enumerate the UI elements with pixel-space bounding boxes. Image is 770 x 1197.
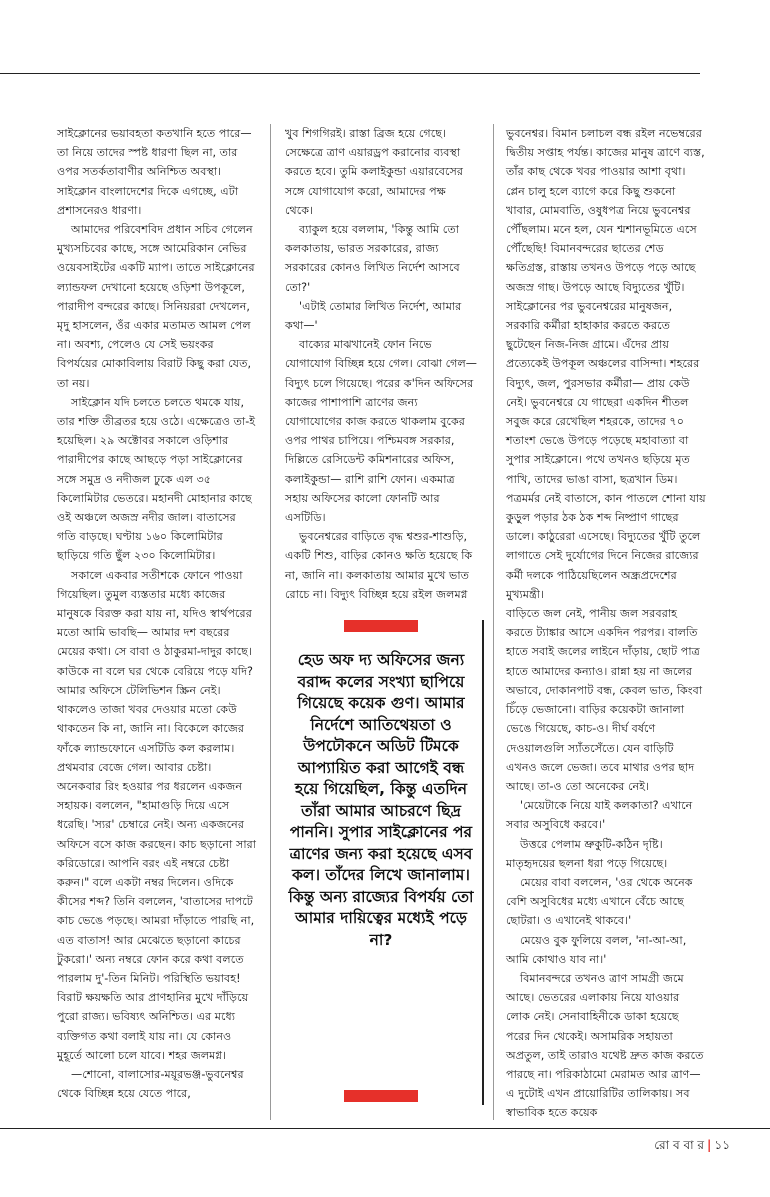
page-footer [654, 1137, 730, 1157]
paragraph: বাক্যের মাঝখানেই ফোন নিভে যোগাযোগ বিচ্ছিন্ন হয়ে গেল। বোঝা গেল— বিদ্যুৎ চলে গিয়েছে। পরের ক'দিন অফিসের কাজের পাশাপাশি ত্রাণের জন্য যোগাযোগের কাজ করতে থাকলাম বুকের ওপর পাথর চাপিয়ে। পশ্চিমবঙ্গ সরকার, দিল্লিতে রেসিডেন্ট কমিশনারের অফিস, কলাইকুন্ডা— রাশি রাশি ফোন। একমাত্র সহায় অফিসের কালো ফোনটি আর এসটিডি। [285, 338, 477, 525]
paragraph: ভুবনেশ্বরের বাড়িতে বৃদ্ধ শ্বশুর-শাশুড়ি, একটি শিশু, বাড়ির কোনও ক্ষতি হয়েছে কি না, জানি না। কলকাতায় আমার মুখে ভাত রোচে না। বিদ্যুৎ বিচ্ছিন্ন হয়ে রইল জলমগ্ন [285, 530, 473, 601]
paragraph: মেয়ের বাবা বললেন, 'ওর থেকে অনেক বেশি অসুবিধের মধ্যে এখানে বেঁচে আছে ছোটরা। ও এখানেই থাকবে।' [506, 875, 693, 928]
top-rule [0, 73, 700, 74]
paragraph: সাইক্লোন যদি চলতে চলতে থমকে যায়, তার শক্তি তীব্রতর হয়ে ওঠে। এক্ষেত্রেও তা-ই হয়েছিল। ২৯ অক্টোবর সকালে ওড়িশার পারাদীপের কাছে আছড়ে পড়া সাইক্লোনের সঙ্গে সমুদ্র ও নদীজল ঢুকে এল ৩৫ কিলোমিটার ভেতরে। মহানদী মোহানার কাছে ওই অঞ্চলে অজস্র নদীর জাল। বাতাসের গতি বাড়ছে। ঘণ্টায় ১৬০ কিলোমিটার ছাড়িয়ে গতি ছুঁল ২৩০ কিলোমিটার। [57, 395, 256, 563]
paragraph: বিমানবন্দরে তখনও ত্রাণ সামগ্রী জমে আছে। ভেতরের এলাকায় নিয়ে যাওয়ার লোক নেই। সেনাবাহিনীকে ডাকা হয়েছে পরের দিন থেকেই। অসামরিক সহায়তা অপ্রতুল, তাই তারাও যথেষ্ট দ্রুত কাজ করতে পারছে না। পরিকাঠামো মেরামত আর ত্রাণ— এ দুটোই এখন প্রায়োরিটির তালিকায়। সব স্বাভাবিক হতে কয়েক [506, 971, 704, 1120]
column-divider [270, 124, 271, 1120]
paragraph: বাড়িতে জল নেই, পানীয় জল সরবরাহ করতে ট্যাঙ্কার আসে একদিন পরপর। বালতি হাতে সবাই জলের লাইনে দাঁড়ায়, ছোট পাত্র হাতে আমাদের কন্যাও। রান্না হয় না জলের অভাবে, দোকানপাট বন্ধ, কেবল ভাত, কিংবা চিঁড়ে ভেজানো। বাড়ির কয়েকটা জানালা ভেঙে গিয়েছে, কাচ-ও। দীর্ঘ বর্ষণে দেওয়ালগুলি স্যাঁতসেঁতে। যেন বাড়িটি এখনও জলে ভেজা। তবে মাথার ওপর ছাদ আছে। তা-ও তো অনেকের নেই। [506, 607, 703, 793]
paragraph: 'মেয়েটাকে নিয়ে যাই কলকাতা? এখানে সবার অসুবিধে করবে।' [506, 799, 693, 832]
paragraph: সকালে একবার সতীশকে ফোনে পাওয়া গিয়েছিল। তুমুল ব্যস্ততার মধ্যে কাজের মানুষকে বিরক্ত করা যায় না, যদিও স্বার্থপরের মতো আমি ভাবছি— আমার দশ বছরের মেয়ের কথা। সে বাবা ও ঠাকুরমা-দাদুর কাছে। কাউকে না বলে ঘর থেকে বেরিয়ে পড়ে যদি? আমার অফিসে টেলিভিশন স্ক্রিন নেই। থাকলেও তাজা খবর দেওয়ার মতো কেউ থাকতেন কি না, জানি না। বিকেলে কাজের ফাঁকে ল্যান্ডফোনে এসটিডি কল করলাম। প্রথমবার বেজে গেল। আবার চেষ্টা। অনেকবার রিং হওয়ার পর ধরলেন একজন সহায়ক। বললেন, "হামাগুড়ি দিয়ে এসে ধরেছি। 'স্যর' চেম্বারে নেই। অন্য একজনের অফিসে বসে কাজ করছেন। কাচ ছড়ানো সারা করিডোরে। আপনি বরং এই নম্বরে চেষ্টা করুন।" বলে একটা নম্বর দিলেন। ওদিকে কীসের শব্দ? তিনি বললেন, 'বাতাসের দাপটে কাচ ভেঙে পড়ছে। আমরা দাঁড়াতে পারছি না, এত বাতাস! আর মেঝেতে ছড়ানো কাচের টুকরো।' অন্য নম্বরে ফোন করে কথা বলতে পারলাম দু'-তিন মিনিট। পরিস্থিতি ভয়াবহ! বিরাট ক্ষয়ক্ষতি আর প্রাণহানির মুখে দাঁড়িয়ে পুরো রাজ্য। ভবিষ্যৎ অনিশ্চিত। এর মধ্যে ব্যক্তিগত কথা বলাই যায় না। যে কোনও মুহূর্তে আলো চলে যাবে। শহর জলমগ্ন। [57, 568, 256, 1062]
bottom-rule [0, 1128, 770, 1129]
pull-quote [284, 620, 484, 1105]
footer-separator: | [707, 1138, 712, 1152]
article-column-2 [285, 124, 477, 604]
paragraph: সাইক্লোনের ভয়াবহতা কতখানি হতে পারে— তা নিয়ে তাদের স্পষ্ট ধারণা ছিল না, তার ওপর সতর্কতাবাণীর অনিশ্চিত অবস্থা। সাইক্লোন বাংলাদেশের দিকে এগচ্ছে, এটা প্রশাসনেরও ধারণা। [57, 127, 252, 217]
paragraph: ব্যাকুল হয়ে বললাম, 'কিন্তু আমি তো কলকাতায়, ভারত সরকারের, রাজ্য সরকারের কোনও লিখিত নির্দেশ আসবে তো?' [285, 223, 460, 294]
paragraph: —শোনো, বালাসোর-ময়ূরভঞ্জ-ভুবনেশ্বর থেকে বিচ্ছিন্ন হয়ে যেতে পারে, [57, 1067, 244, 1101]
paragraph: ভুবনেশ্বর। বিমান চলাচল বন্ধ রইল নভেম্বরের দ্বিতীয় সপ্তাহ পর্যন্ত। কাজের মানুষ ত্রাণে ব্যস্ত, তাঁর কাছ থেকে খবর পাওয়ার আশা বৃথা। প্লেন চালু হলে ব্যাগে করে কিছু শুকনো খাবার, মোমবাতি, ওষুধপত্র নিয়ে ভুবনেশ্বর পৌঁছলাম। মনে হল, যেন শ্মশানভূমিতে এসে পৌঁছেছি! বিমানবন্দরের ছাতের শেড ক্ষতিগ্রস্ত, রাস্তায় তখনও উপড়ে পড়ে আছে অজস্র গাছ। উপড়ে আছে বিদ্যুতের খুঁটি। সাইক্লোনের পর ভুবনেশ্বরের মানুষজন, সরকারি কর্মীরা হাহাকার করতে করতে ছুটেছেন নিজ-নিজ গ্রামে। এঁদের প্রায় প্রত্যেকেই উপকূল অঞ্চলের বাসিন্দা। শহরের বিদ্যুৎ, জল, পুরসভার কর্মীরা— প্রায় কেউ নেই। ভুবনেশ্বরে যে গাছেরা একদিন শীতল সবুজ করে রেখেছিল শহরকে, তাদের ৭০ শতাংশ ভেঙে উপড়ে পড়েছে মহাবাত্যা বা সুপার সাইক্লোনে। পথে তখনও ছড়িয়ে মৃত পাখি, তাদের ভাঙা বাসা, ছত্রখান ডিম। পত্রমর্মর নেই বাতাসে, কান পাতলে শোনা যায় কুড়ুল পড়ার ঠক ঠক শব্দ নিষ্প্রাণ গাছের ডালে। কাঠুরেরা এসেছে। বিদ্যুতের খুঁটি তুলে লাগাতে সেই দুর্যোগের দিনে নিজের রাজ্যের কর্মী দলকে পাঠিয়েছিলেন অন্ধ্রপ্রদেশের মুখ্যমন্ত্রী। [506, 127, 706, 601]
article-column-3 [506, 124, 706, 1123]
paragraph: খুব শিগগিরই। রাস্তা ব্রিজ হয়ে গেছে। সেক্ষেত্রে ত্রাণ এয়ারড্রপ করানোর ব্যবস্থা করতে হবে। তুমি কলাইকুন্ডা এয়ারবেসের সঙ্গে যোগাযোগ করো, আমাদের পক্ষ থেকে। [285, 127, 463, 217]
column-divider [493, 124, 494, 1120]
paragraph: 'এটাই তোমার লিখিত নির্দেশ, আমার কথা—' [285, 299, 462, 333]
article-column-1 [57, 124, 257, 1103]
paragraph: মেয়েও বুক ফুলিয়ে বলল, 'না-আ-আ, আমি কোথাও যাব না।' [506, 933, 687, 966]
page-number: ১১ [714, 1138, 730, 1152]
paragraph: আমাদের পরিবেশবিদ প্রধান সচিব গেলেন মুখ্যসচিবের কাছে, সঙ্গে আমেরিকান নেভির ওয়েবসাইটের একটি ম্যাপ। তাতে সাইক্লোনের ল্যান্ডফল দেখানো হয়েছে ওড়িশা উপকূলে, পারাদীপ বন্দরের কাছে। সিনিয়ররা দেখলেন, মৃদু হাসলেন, ওঁর একার মতামত আমল পেল না। অবশ্য, পেলেও যে সেই ভয়ংকর বিপর্যয়ের মোকাবিলায় বিরাট কিছু করা যেত, তা নয়। [57, 223, 255, 390]
pull-quote-top-bar [344, 620, 418, 632]
section-name: রো ব বা র [654, 1138, 705, 1152]
pull-quote-text: হেড অফ দ্য অফিসের জন্য বরাদ্দ কলের সংখ্যা ছাপিয়ে গিয়েছে কয়েক গুণ। আমার নির্দেশে আতিথেয়তা ও উপঢৌকনে অডিট টিমকে আপ্যায়িত করা আগেই বন্ধ হয়ে গিয়েছিল, কিন্তু এতদিন তাঁরা আমার আচরণে ছিদ্র পাননি। সুপার সাইক্লোনের পর ত্রাণের জন্য করা হয়েছে এসব কল। তাঁদের লিখে জানালাম। কিন্তু অন্য রাজ্যের বিপর্যয় তো আমার দায়িত্বের মধ্যেই পড়ে না? [288, 651, 474, 949]
pull-quote-bottom-bar [344, 1090, 418, 1102]
paragraph: উত্তরে পেলাম ভ্রুকুটি-কঠিন দৃষ্টি। মাতৃহৃদয়ের ছলনা ধরা পড়ে গিয়েছে। [506, 837, 668, 870]
